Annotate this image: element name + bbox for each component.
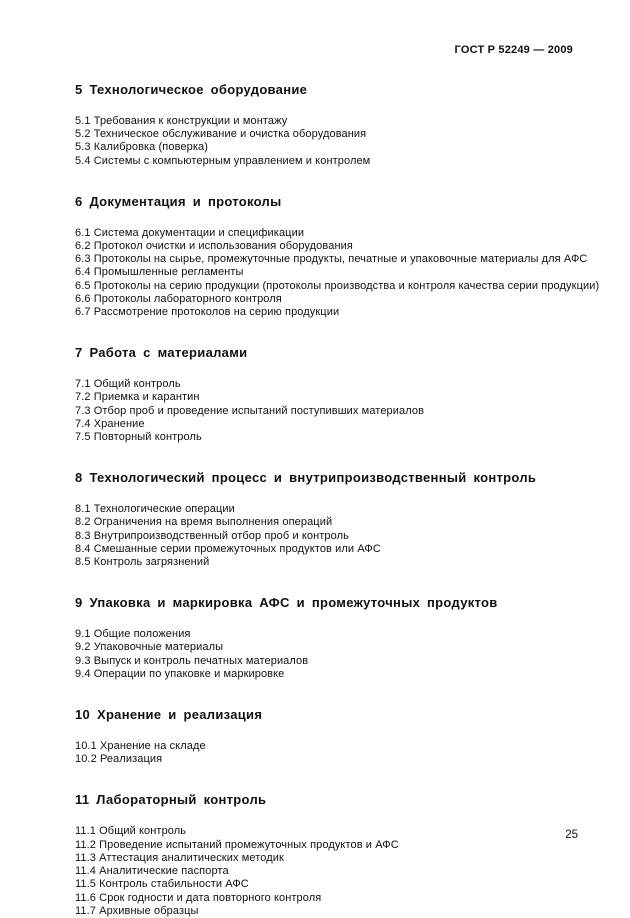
toc-item: 7.3 Отбор проб и проведение испытаний поступивших материалов (75, 404, 425, 417)
section (75, 707, 573, 766)
section (75, 193, 600, 319)
toc-item: 6.6 Протоколы лабораторного контроля (75, 292, 282, 305)
page-number: 25 (565, 829, 578, 841)
toc-item: 8.4 Смешанные серии промежуточных продуктов или АФС (75, 542, 381, 555)
toc-item: 11.3 Аттестация аналитических методик (75, 851, 284, 864)
section-title: 5 Технологическое оборудование (75, 82, 308, 97)
toc-item: 7.1 Общий контроль (75, 378, 181, 391)
toc-item: 8.2 Ограничения на время выполнения операций (75, 516, 333, 529)
toc-item: 6.7 Рассмотрение протоколов на серию продукции (75, 306, 340, 319)
toc-item: 10.1 Хранение на складе (75, 740, 206, 753)
toc-item: 11.6 Срок годности и дата повторного контроля (75, 891, 322, 904)
section (75, 792, 573, 917)
toc-item: 5.3 Калибровка (поверка) (75, 141, 208, 154)
toc-item: 11.5 Контроль стабильности АФС (75, 878, 249, 891)
section-title: 11 Лабораторный контроль (75, 792, 267, 808)
toc-item: 7.5 Повторный контроль (75, 431, 202, 444)
section-title: 9 Упаковка и маркировка АФС и промежуточных продуктов (75, 595, 498, 611)
toc-item: 11.1 Общий контроль (75, 825, 187, 838)
toc-item: 6.5 Протоколы на серию продукции (протоколы производства и контроля качества серии продукции) (75, 279, 600, 292)
toc-item: 5.1 Требования к конструкции и монтажу (75, 115, 288, 127)
toc-item: 9.2 Упаковочные материалы (75, 641, 224, 654)
toc-item: 9.1 Общие положения (75, 628, 191, 641)
toc-item: 11.7 Архивные образцы (75, 904, 199, 917)
toc-item: 11.2 Проведение испытаний промежуточных продуктов и АФС (75, 838, 399, 851)
toc-item: 7.2 Приемка и карантин (75, 391, 200, 404)
toc-item: 6.4 Промышленные регламенты (75, 266, 244, 279)
toc-item: 9.3 Выпуск и контроль печатных материалов (75, 654, 309, 667)
toc-item: 10.2 Реализация (75, 753, 163, 766)
toc-item: 5.4 Системы с компьютерным управлением и контролем (75, 154, 371, 167)
section (75, 82, 573, 168)
section-title: 6 Документация и протоколы (75, 193, 282, 209)
section-title: 10 Хранение и реализация (75, 707, 263, 723)
toc-item: 8.5 Контроль загрязнений (75, 556, 210, 569)
toc-item: 11.4 Аналитические паспорта (75, 865, 229, 878)
toc-item: 6.3 Протоколы на сырье, промежуточные продукты, печатные и упаковочные материалы для АФС (75, 253, 588, 266)
section-title: 8 Технологический процесс и внутрипроизводственный контроль (75, 470, 537, 486)
section (75, 470, 573, 569)
toc-item: 8.3 Внутрипроизводственный отбор проб и контроль (75, 529, 349, 542)
toc-item: 5.2 Техническое обслуживание и очистка оборудования (75, 128, 367, 141)
section (75, 595, 573, 681)
section-title: 7 Работа с материалами (75, 345, 248, 361)
section (75, 345, 573, 444)
toc-item: 9.4 Операции по упаковке и маркировке (75, 667, 285, 680)
toc-item: 6.1 Система документации и спецификации (75, 226, 305, 239)
toc-item: 6.2 Протокол очистки и использования оборудования (75, 240, 353, 253)
doc-reference: ГОСТ Р 52249 — 2009 (454, 44, 573, 56)
toc-item: 8.1 Технологические операции (75, 503, 235, 516)
toc-item: 7.4 Хранение (75, 417, 145, 430)
